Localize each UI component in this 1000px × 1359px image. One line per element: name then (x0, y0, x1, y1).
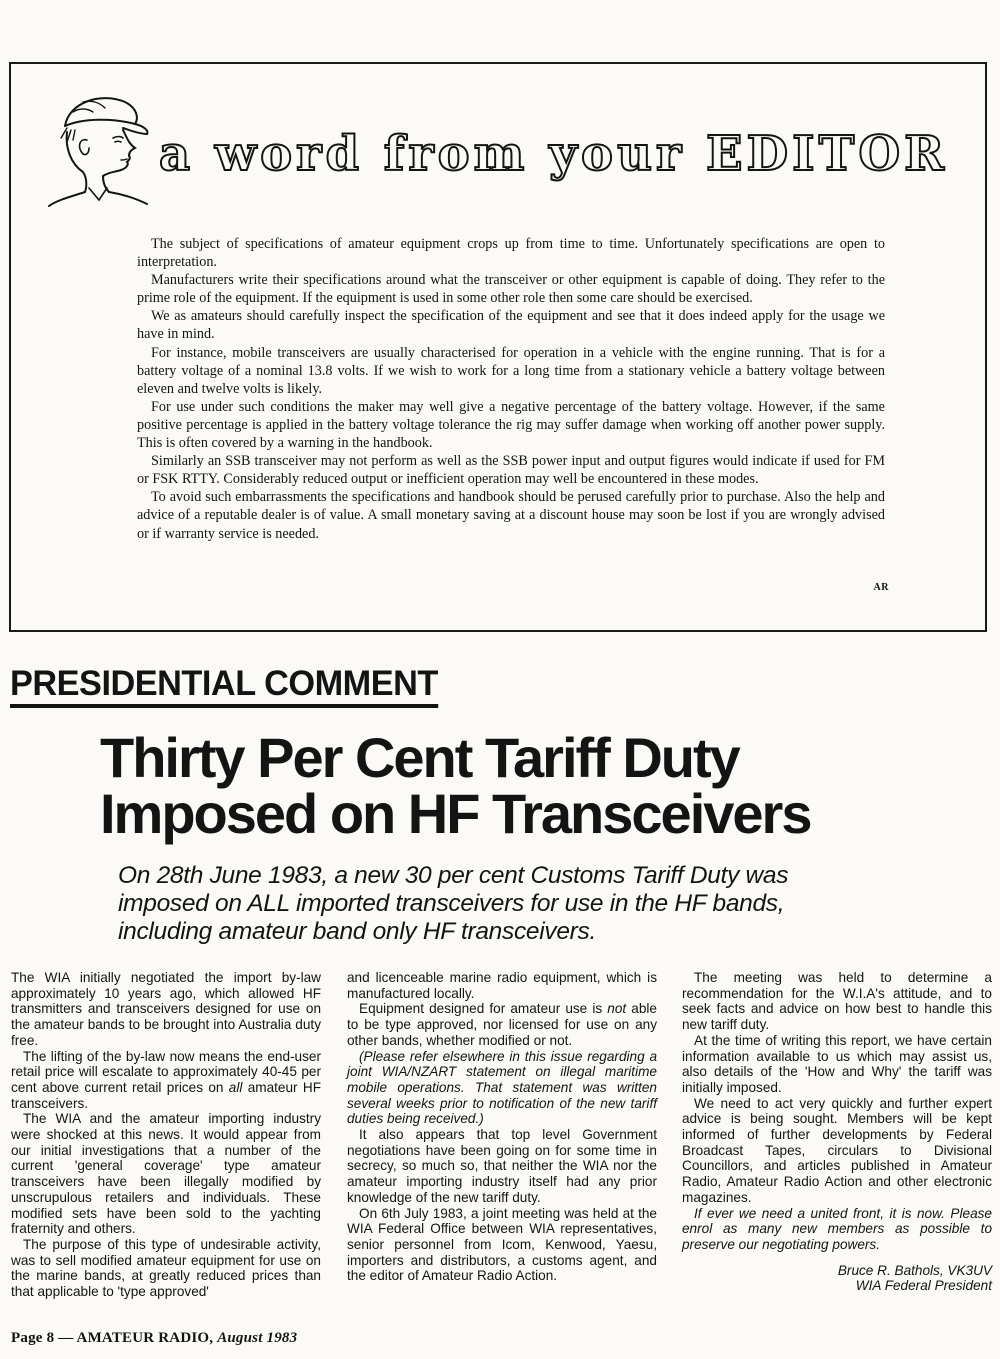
article-paragraph-note: (Please refer elsewhere in this issue regarding a joint WIA/NZART statement on illegal maritime mobile operations. That statement was written several weeks prior to notification of the new tariff duties being received.) (347, 1048, 657, 1127)
editor-paragraph: For instance, mobile transceivers are usually characterised for operation in a vehicle with the engine running. That is for a battery voltage of a nominal 13.8 volts. If we wish to work for a long time from a stationary vehicle a battery voltage between eleven and twelve volts is likely. (137, 344, 885, 397)
text-run: able to be type approved, nor licensed for use on any other bands, whether modified or not. (347, 1001, 657, 1048)
article-paragraph: At the time of writing this report, we have certain information available to us which may assist us, also details of the 'How and Why' the tariff was initially imposed. (682, 1032, 992, 1095)
editor-paragraph: We as amateurs should carefully inspect the specification of the equipment and see that it does indeed apply for the usage we have in mind. (137, 308, 885, 343)
text-run: Equipment designed for amateur use is (359, 1001, 608, 1017)
signature-title: WIA Federal President (855, 1278, 992, 1294)
headline (100, 726, 960, 845)
text-run: The lifting of the by-law now means the end-user retail price will escalate to approximately 40-45 per cent above current retail prices on (11, 1048, 321, 1095)
standfirst-line: imposed on ALL imported transceivers for use in the HF bands, (118, 890, 785, 917)
standfirst-line: On 28th June 1983, a new 30 per cent Customs Tariff Duty was (118, 862, 789, 889)
editor-paragraph: Manufacturers write their specifications around what the transceiver or other equipment is capable of doing. They refer to the prime role of the equipment. If the equipment is used in some other role then some care should be exercised. (137, 272, 885, 307)
headline-line: Imposed on HF Transceivers (100, 782, 811, 845)
headline-line: Thirty Per Cent Tariff Duty (100, 726, 739, 789)
article-paragraph: The WIA and the amateur importing industry were shocked at this news. It would appear from our initial investigations that a number of the current 'general coverage' type amateur transceivers have been illegally modified by unscrupulous retailers and individuals. These modified sets have been sold to the yachting fraternity and others. (11, 1111, 321, 1237)
article-paragraph: and licenceable marine radio equipment, which is manufactured locally. (347, 970, 657, 1001)
editor-paragraph: The subject of specifications of amateur equipment crops up from time to time. Unfortunately specifications are open to interpretation. (137, 236, 885, 271)
article-paragraph: The meeting was held to determine a recommendation for the W.I.A's attitude, and to seek facts and advice on how best to handle this new tariff duty. (682, 970, 992, 1033)
editor-portrait-icon (43, 88, 153, 208)
page-footer (11, 1330, 297, 1347)
article-column-1 (11, 970, 321, 1300)
standfirst (118, 862, 918, 946)
standfirst-line: including amateur band only HF transceivers. (118, 918, 596, 945)
article-column-3 (682, 970, 992, 1294)
article-paragraph: We need to act very quickly and further expert advice is being sought. Members will be kept informed of further developments by Federal Broadcast Tapes, circulars to Divisional Councillors, and articles published in Amateur Radio, Amateur Radio Action and other electronic magazines. (682, 1095, 992, 1205)
editor-paragraph: Similarly an SSB transceiver may not perform as well as the SSB power input and output figures would indicate if used for FM or FSK RTTY. Considerably reduced output or inefficient operation may well be encountered in these modes. (137, 453, 885, 488)
emphasis: all (228, 1079, 243, 1095)
editor-heading: a word from your EDITOR (159, 126, 949, 182)
signature (682, 1263, 992, 1294)
footer-page: Page 8 — AMATEUR RADIO, (11, 1330, 214, 1346)
footer-date: August 1983 (217, 1330, 298, 1346)
article-paragraph: The purpose of this type of undesirable activity, was to sell modified amateur equipment for use on the marine bands, at greatly reduced prices than that applicable to 'type approved' (11, 1236, 321, 1300)
editor-paragraph: To avoid such embarrassments the specifications and handbook should be perused carefully prior to purchase. Also the help and advice of a reputable dealer is of value. A small monetary saving at a discount house may soon be lost if you are wrongly advised or if warranty service is needed. (137, 489, 885, 542)
editor-box (9, 62, 987, 632)
article-paragraph: On 6th July 1983, a joint meeting was held at the WIA Federal Office between WIA representatives, senior personnel from Icom, Kenwood, Yaesu, importers and distributors, a customs agent, and the editor of Amateur Radio Action. (347, 1205, 657, 1284)
editor-body (137, 235, 885, 543)
text-run: amateur HF transceivers. (11, 1079, 322, 1111)
editor-paragraph: For use under such conditions the maker may well give a negative percentage of the battery voltage. However, if the same positive percentage is applied in the battery voltage tolerance the rig may suffer damage when working off another power supply. This is often covered by a warning in the handbook. (137, 398, 885, 452)
article-paragraph (11, 1049, 321, 1112)
article-paragraph (347, 1001, 657, 1048)
article-paragraph: It also appears that top level Government negotiations have been going on for some time in secrecy, so much so, that neither the WIA nor the amateur importing industry itself had any prior knowledge of the new tariff duty. (347, 1127, 657, 1205)
article-column-2 (347, 970, 657, 1284)
editor-sign: AR (873, 582, 889, 593)
signature-name: Bruce R. Bathols, VK3UV (837, 1262, 992, 1278)
section-label: PRESIDENTIAL COMMENT (10, 664, 438, 708)
article-paragraph: The WIA initially negotiated the import by-law approximately 10 years ago, which allowed HF transmitters and transceivers designed for use on the amateur bands to be brought into Australia duty free. (11, 970, 321, 1048)
article-paragraph-appeal: If ever we need a united front, it is now. Please enrol as many new members as possible to preserve our negotiating powers. (682, 1205, 992, 1252)
emphasis: not (607, 1001, 627, 1017)
